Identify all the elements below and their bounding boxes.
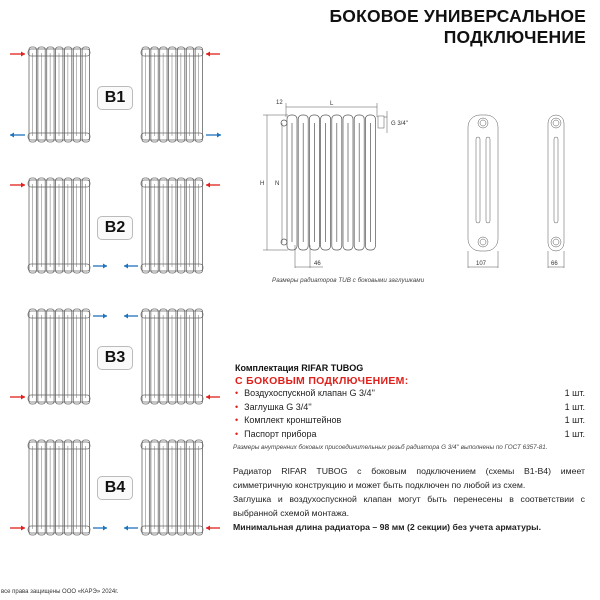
dim-n: N	[275, 181, 280, 187]
kit-item-name: Заглушка G 3/4''	[244, 401, 312, 412]
scheme-label-b3: B3	[97, 346, 133, 370]
return-arrow-icon	[124, 264, 138, 269]
return-arrow-icon	[93, 264, 107, 269]
kit-section	[235, 363, 585, 451]
radiator-icon	[141, 178, 203, 273]
kit-item-name: Комплект кронштейнов	[244, 415, 342, 425]
bullet-icon: •	[235, 388, 239, 398]
kit-heading: Комплектация RIFAR TUBOG	[235, 363, 364, 373]
kit-note: Размеры внутренних боковых присоединительных резьб радиатора G 3/4'' выполнены по ГОСТ 6357-81.	[233, 444, 548, 451]
kit-item-qty: 1 шт.	[564, 415, 585, 425]
supply-arrow-icon	[206, 52, 220, 57]
return-arrow-icon	[206, 133, 221, 138]
supply-arrow-icon	[10, 183, 25, 188]
bullet-icon: •	[235, 428, 239, 439]
drawing-caption: Размеры радиаторов TUB с боковыми заглушками	[272, 277, 425, 284]
kit-item	[235, 428, 585, 442]
supply-arrow-icon	[206, 183, 220, 188]
kit-item-name: Паспорт прибора	[244, 428, 317, 439]
dimension-drawing	[250, 95, 600, 280]
supply-arrow-icon	[10, 526, 25, 531]
kit-item-qty: 1 шт.	[564, 388, 585, 398]
description-p1: Радиатор RIFAR TUBOG с боковым подключением (схемы B1-B4) имеет симметричную конструкцию и может быть подключен по любой из схем.	[233, 466, 585, 490]
footer-copyright: все права защищены ООО «КАРЭ» 2024г.	[1, 589, 119, 595]
kit-item	[235, 387, 585, 401]
kit-subheading: С БОКОВЫМ ПОДКЛЮЧЕНИЕМ:	[235, 375, 409, 387]
kit-item	[235, 414, 585, 428]
radiator-front-view	[281, 115, 375, 250]
dim-l: L	[330, 101, 334, 107]
dim-thread: G 3/4''	[391, 121, 408, 127]
supply-arrow-icon	[10, 395, 25, 400]
dim-107: 107	[476, 261, 487, 267]
kit-item	[235, 401, 585, 415]
page-title	[329, 6, 586, 48]
radiator-icon	[28, 178, 90, 273]
bullet-icon: •	[235, 401, 239, 412]
bullet-icon: •	[235, 415, 239, 425]
kit-item-qty: 1 шт.	[564, 428, 585, 439]
dim-12: 12	[276, 100, 283, 106]
return-arrow-icon	[124, 314, 138, 319]
radiator-icon	[141, 47, 203, 142]
radiator-icon	[28, 309, 90, 404]
dim-h: H	[260, 181, 265, 187]
radiator-icon	[141, 440, 203, 535]
radiator-icon	[141, 309, 203, 404]
return-arrow-icon	[93, 314, 107, 319]
dim-46: 46	[314, 261, 321, 267]
return-arrow-icon	[124, 526, 138, 531]
radiator-icon	[28, 440, 90, 535]
radiator-icon	[28, 47, 90, 142]
kit-item-qty: 1 шт.	[564, 401, 585, 412]
supply-arrow-icon	[206, 395, 220, 400]
description-p2: Заглушка и воздухоспускной клапан могут быть перенесены в соответствии с выбранной схемой монтажа.	[233, 494, 585, 518]
supply-arrow-icon	[10, 52, 25, 57]
description	[233, 464, 585, 534]
scheme-label-b1: B1	[97, 86, 133, 110]
return-arrow-icon	[93, 526, 107, 531]
description-p3: Минимальная длина радиатора – 98 мм (2 секции) без учета арматуры.	[233, 522, 542, 532]
title-line-2: ПОДКЛЮЧЕНИЕ	[443, 27, 586, 47]
title-line-1: БОКОВОЕ УНИВЕРСАЛЬНОЕ	[329, 6, 586, 26]
kit-item-name: Воздухоспускной клапан G 3/4''	[244, 388, 375, 398]
return-arrow-icon	[10, 133, 25, 138]
scheme-label-b2: B2	[97, 216, 133, 240]
supply-arrow-icon	[206, 526, 220, 531]
scheme-label-b4: B4	[97, 476, 133, 500]
dim-66: 66	[551, 261, 558, 267]
